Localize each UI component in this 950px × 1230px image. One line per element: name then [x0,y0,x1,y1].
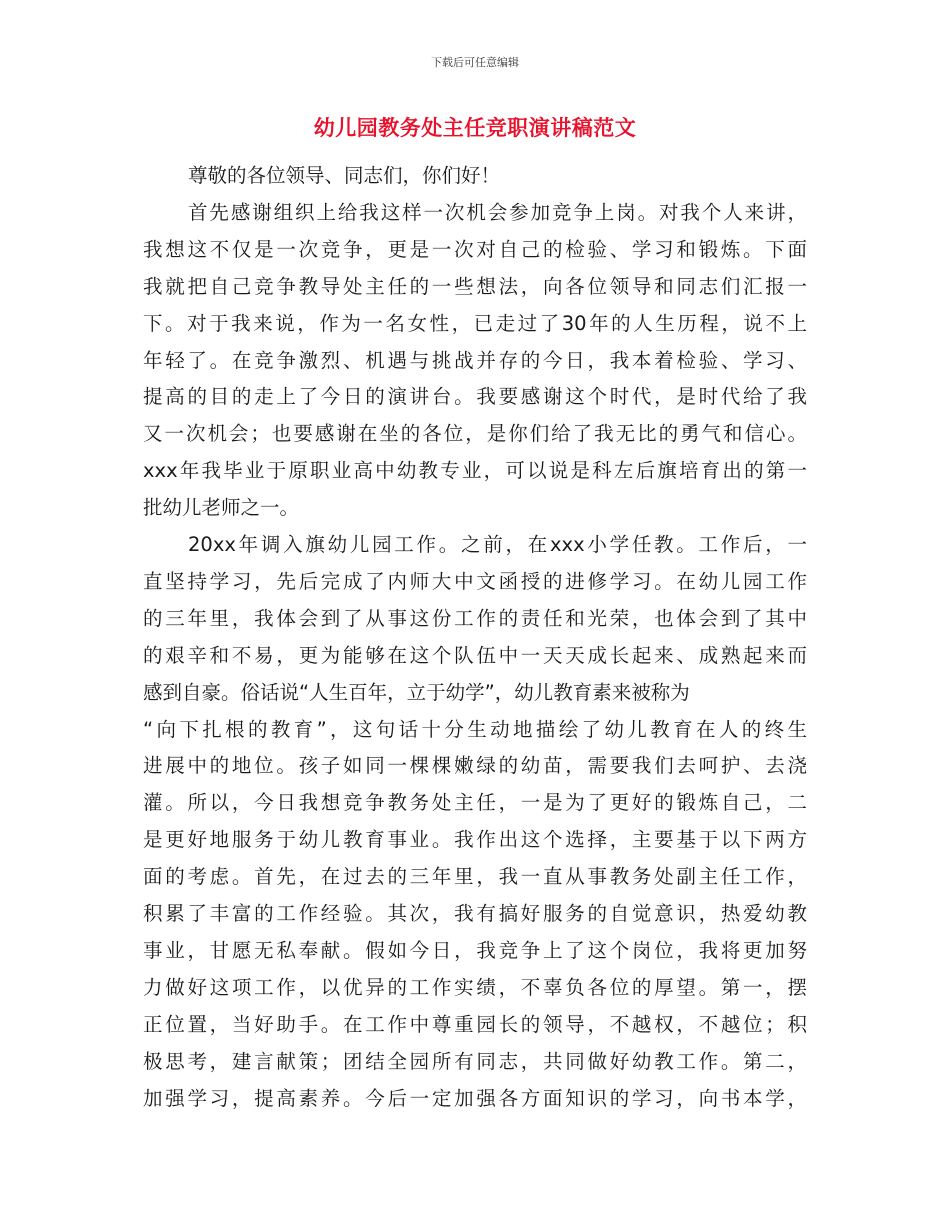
paragraph-line: 进展中的地位。孩子如同一棵棵嫩绿的幼苗，需要我们去呵护、去浇 [143,754,807,778]
paragraph-line: 首先感谢组织上给我这样一次机会参加竞争上岗。对我个人来讲， [188,200,807,224]
paragraph-line: 的艰辛和不易，更为能够在这个队伍中一天天成长起来、成熟起来而 [143,643,807,667]
paragraph-line: 灌。所以，今日我想竞争教务处主任，一是为了更好的锻炼自己，二 [143,791,807,815]
paragraph-line: 直坚持学习，先后完成了内师大中文函授的进修学习。在幼儿园工作 [143,569,807,593]
paragraph-line: 是更好地服务于幼儿教育事业。我作出这个选择，主要基于以下两方 [143,828,807,852]
paragraph-line: 批幼儿老师之一。 [143,496,300,520]
paragraph-line: 面的考虑。首先，在过去的三年里，我一直从事教务处副主任工作， [143,865,807,889]
paragraph-line: 我就把自己竞争教导处主任的一些想法，向各位领导和同志们汇报一 [143,274,807,298]
paragraph-line: 又一次机会；也要感谢在坐的各位，是你们给了我无比的勇气和信心。 [143,422,807,446]
paragraph-line: 事业，甘愿无私奉献。假如今日，我竞争上了这个岗位，我将更加努 [143,938,807,962]
paragraph-line: xxx年我毕业于原职业高中幼教专业，可以说是科左后旗培育出的第一 [143,459,807,483]
paragraph-line: 加强学习，提高素养。今后一定加强各方面知识的学习，向书本学， [143,1086,807,1110]
paragraph-line: 力做好这项工作，以优异的工作实绩，不辜负各位的厚望。第一，摆 [143,975,807,999]
document-title: 幼儿园教务处主任竞职演讲稿范文 [313,115,637,140]
paragraph-line: 下。对于我来说，作为一名女性，已走过了30年的人生历程，说不上 [143,311,807,335]
paragraph-line: 的三年里，我体会到了从事这份工作的责任和光荣，也体会到了其中 [143,606,807,630]
paragraph-line: 尊敬的各位领导、同志们，你们好！ [188,164,501,187]
header-note: 下载后可任意编辑 [431,56,519,69]
paragraph-line: 20xx年调入旗幼儿园工作。之前，在xxx小学任教。工作后，一 [188,533,807,556]
paragraph-line: 正位置，当好助手。在工作中尊重园长的领导，不越权，不越位；积 [143,1012,807,1036]
paragraph-line: 积累了丰富的工作经验。其次，我有搞好服务的自觉意识，热爱幼教 [143,902,807,925]
paragraph-line: 极思考，建言献策；团结全园所有同志，共同做好幼教工作。第二， [143,1049,807,1073]
paragraph-line: “向下扎根的教育”，这句话十分生动地描绘了幼儿教育在人的终生 [143,717,807,741]
paragraph-line: 我想这不仅是一次竞争，更是一次对自己的检验、学习和锻炼。下面 [143,237,807,261]
paragraph-line: 年轻了。在竞争激烈、机遇与挑战并存的今日，我本着检验、学习、 [143,348,807,372]
paragraph-line: 提高的目的走上了今日的演讲台。我要感谢这个时代，是时代给了我 [143,385,807,409]
paragraph-line: 感到自豪。俗话说“人生百年，立于幼学”，幼儿教育素来被称为 [143,680,690,704]
